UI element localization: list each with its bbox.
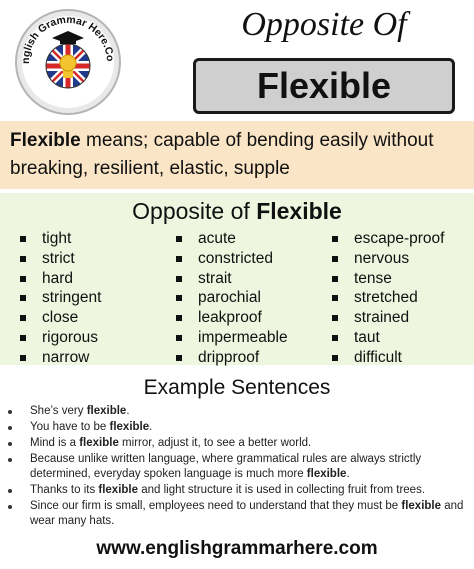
bullet-icon (8, 442, 12, 446)
examples-heading: Example Sentences (143, 376, 331, 399)
example-sentence: Mind is a flexible mirror, adjust it, to see a better world. (8, 436, 464, 451)
square-bullet-icon (176, 355, 182, 361)
opposites-column-2 (176, 229, 288, 368)
example-sentence: She’s very flexible. (8, 404, 464, 419)
opposite-word-text: acute (198, 230, 236, 247)
opposites-box (0, 193, 474, 365)
opposite-word (176, 288, 288, 308)
opposite-word-text: rigorous (42, 328, 98, 346)
example-sentence: Since our firm is small, employees need to understand that they must be flexible and wear many hats. (8, 499, 464, 528)
opposite-word (176, 269, 288, 289)
bullet-icon (8, 505, 12, 509)
opposite-word (20, 308, 101, 328)
square-bullet-icon (176, 295, 182, 301)
square-bullet-icon (20, 276, 26, 282)
bullet-icon (8, 426, 12, 430)
example-sentence: You have to be flexible. (8, 420, 464, 435)
square-bullet-icon (332, 315, 338, 321)
opposite-word-text: escape-proof (354, 230, 445, 247)
meaning-text: means; capable of bending easily without breaking, resilient, elastic, supple (10, 130, 434, 179)
opposite-word (332, 328, 444, 348)
example-sentence: Thanks to its flexible and light structure it is used in collecting fruit from trees. (8, 483, 464, 498)
website-url: www.englishgrammarhere.com (96, 538, 378, 559)
opposite-word-text: nervous (354, 249, 410, 267)
square-bullet-icon (176, 256, 182, 262)
opposite-word-text: taut (354, 328, 380, 346)
opposite-word (332, 269, 444, 289)
opposite-word-text: stretched (354, 289, 418, 307)
opposite-word (332, 348, 444, 368)
opposite-word-text: parochial (198, 289, 261, 307)
opposite-word-text: close (42, 309, 79, 327)
opposite-word-text: stringent (42, 289, 102, 307)
opposite-word (20, 288, 101, 308)
opposite-word (176, 308, 288, 328)
square-bullet-icon (176, 236, 182, 242)
opposite-word (20, 348, 101, 368)
square-bullet-icon (176, 315, 182, 321)
square-bullet-icon (176, 335, 182, 341)
square-bullet-icon (20, 295, 26, 301)
opposite-word (332, 288, 444, 308)
bullet-icon (8, 489, 12, 493)
opposite-word-text: leakproof (198, 309, 262, 327)
square-bullet-icon (332, 295, 338, 301)
target-word: Flexible (193, 58, 455, 114)
opposite-word (20, 229, 101, 249)
opposite-word (332, 229, 444, 249)
opposite-word (20, 328, 101, 348)
square-bullet-icon (20, 355, 26, 361)
square-bullet-icon (176, 276, 182, 282)
opposite-word (176, 249, 288, 269)
example-sentence: Because unlike written language, where grammatical rules are always strictly determined, everyday spoken language is much more flexible. (8, 452, 464, 481)
meaning-box (0, 121, 474, 189)
opposite-word (176, 229, 288, 249)
square-bullet-icon (332, 276, 338, 282)
opposite-word-text: hard (42, 269, 74, 287)
square-bullet-icon (332, 355, 338, 361)
bullet-icon (8, 410, 12, 414)
bullet-icon (8, 458, 12, 462)
opposite-word (332, 308, 444, 328)
square-bullet-icon (20, 236, 26, 242)
meaning-term: Flexible (10, 130, 81, 151)
opposite-word-text: impermeable (198, 328, 288, 346)
site-logo (14, 8, 122, 116)
example-sentences-list (8, 404, 464, 530)
square-bullet-icon (332, 335, 338, 341)
opposite-word-text: difficult (354, 348, 402, 366)
page-title: Opposite Of (241, 6, 407, 43)
opposite-word (20, 269, 101, 289)
opposite-word (176, 328, 288, 348)
logo-text: nglish Grammar Here.Co (19, 13, 117, 65)
opposite-word-text: strict (42, 249, 75, 267)
opposite-word (332, 249, 444, 269)
square-bullet-icon (20, 335, 26, 341)
square-bullet-icon (20, 256, 26, 262)
opposites-column-1 (20, 229, 101, 368)
opposites-heading-word: Flexible (256, 198, 342, 224)
square-bullet-icon (20, 315, 26, 321)
opposite-word-text: tight (42, 230, 72, 247)
opposite-word-text: constricted (198, 249, 273, 267)
opposite-word-text: dripproof (198, 348, 260, 366)
square-bullet-icon (332, 256, 338, 262)
opposite-word (176, 348, 288, 368)
opposite-word-text: strait (198, 269, 232, 287)
opposites-heading (0, 198, 474, 225)
square-bullet-icon (332, 236, 338, 242)
opposites-heading-prefix: Opposite of (132, 198, 257, 224)
opposite-word-text: strained (354, 309, 410, 327)
opposite-word-text: tense (354, 269, 392, 287)
opposite-word (20, 249, 101, 269)
opposite-word-text: narrow (42, 348, 90, 366)
opposites-column-3 (332, 229, 444, 368)
